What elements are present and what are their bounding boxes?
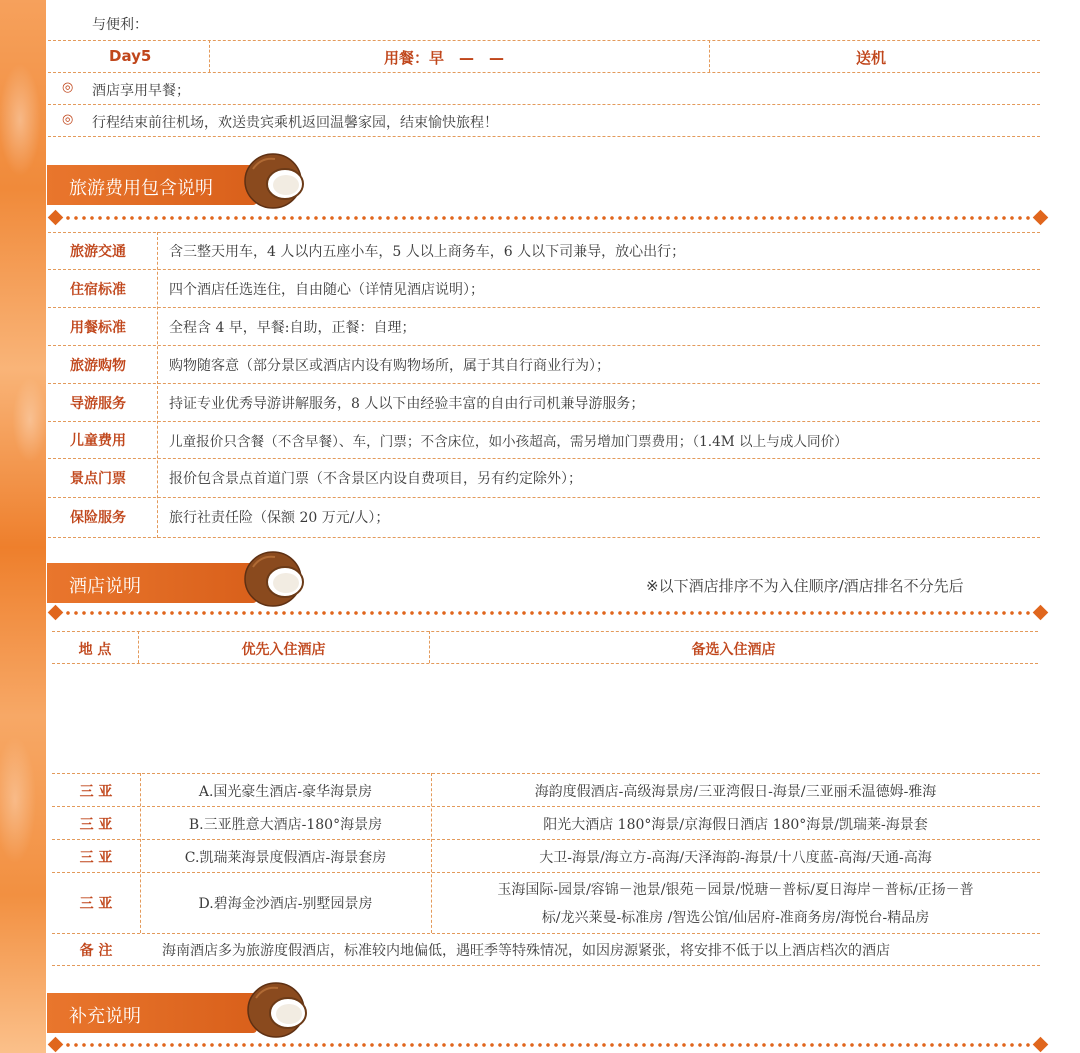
hotel-place: 三 亚 <box>79 850 113 866</box>
hotel-order-note: ※以下酒店排序不为入住顺序/酒店排名不分先后 <box>646 577 964 595</box>
coconut-icon <box>246 980 310 1038</box>
divider <box>48 421 1040 422</box>
table-header-alternatives: 备选入住酒店 <box>691 642 776 658</box>
divider <box>52 663 1038 664</box>
fee-text: 购物随客意（部分景区或酒店内设有购物场所，属于其自行商业行为）； <box>169 358 610 374</box>
hotel-preferred: B.三亚胜意大酒店-180°海景房 <box>188 817 383 833</box>
hotel-alternatives: 标/龙兴莱曼-标准房 /智选公馆/仙居府-准商务房/海悦台-精品房 <box>541 910 930 926</box>
section-header-supplement <box>47 993 257 1033</box>
coconut-icon <box>243 151 307 209</box>
hotel-place: 三 亚 <box>79 896 113 912</box>
fee-text: 旅行社责任险（保额 20 万元/人）； <box>169 510 390 526</box>
section-title: 旅游费用包含说明 <box>69 178 213 199</box>
table-header-preferred: 优先入住酒店 <box>241 642 326 658</box>
fee-label: 用餐标准 <box>70 320 126 336</box>
hotel-preferred: A.国光豪生酒店-豪华海景房 <box>198 784 373 800</box>
day5-item: 行程结束前往机场，欢送贵宾乘机返回温馨家园，结束愉快旅程！ <box>92 115 498 131</box>
section-header-fees <box>47 165 257 205</box>
divider <box>48 383 1040 384</box>
divider <box>48 72 1040 73</box>
hotel-alternatives: 阳光大酒店 180°海景/京海假日酒店 180°海景/凯瑞莱-海景套 <box>543 817 928 833</box>
day5-item: 酒店享用早餐； <box>92 83 190 99</box>
fee-label: 儿童费用 <box>70 433 126 449</box>
fee-text: 持证专业优秀导游讲解服务，8 人以下由经验丰富的自由行司机兼导游服务； <box>169 396 645 412</box>
hotel-preferred: D.碧海金沙酒店-别墅园景房 <box>198 896 373 912</box>
remark-text: 海南酒店多为旅游度假酒店，标准较内地偏低，遇旺季等特殊情况，如因房源紧张，将安排不低于以上酒店档次的酒店 <box>162 943 890 959</box>
bullet-icon: ◎ <box>62 80 74 95</box>
fee-label: 旅游购物 <box>70 358 126 374</box>
meals-label: 用餐：早 — — <box>384 49 505 67</box>
divider <box>209 40 210 72</box>
divider <box>52 933 1040 934</box>
fee-label: 景点门票 <box>70 471 126 487</box>
divider <box>157 232 158 538</box>
fee-text: 四个酒店任选连住，自由随心（详情见酒店说明）； <box>169 282 484 298</box>
divider <box>48 345 1040 346</box>
divider <box>48 269 1040 270</box>
dotted-divider <box>48 608 1048 618</box>
divider <box>48 40 1040 41</box>
transport-label: 送机 <box>856 49 887 67</box>
coconut-icon <box>243 549 307 607</box>
fee-text: 报价包含景点首道门票（不含景区内设自费项目，另有约定除外）； <box>169 471 582 487</box>
fee-label: 住宿标准 <box>70 282 126 298</box>
hotel-alternatives: 海韵度假酒店-高级海景房/三亚湾假日-海景/三亚丽禾温德姆-雅海 <box>534 784 937 800</box>
day-label: Day5 <box>109 47 152 65</box>
hotel-alternatives: 玉海国际-园景/容锦－池景/银苑－园景/悦瑭－普标/夏日海岸－普标/正扬－普 <box>497 882 974 898</box>
fee-text: 含三整天用车，4 人以内五座小车，5 人以上商务车，6 人以下司兼导，放心出行； <box>169 244 686 260</box>
divider <box>48 136 1040 137</box>
divider <box>52 965 1040 966</box>
table-header-place: 地 点 <box>78 642 112 658</box>
decorative-orange-strip <box>0 0 46 1053</box>
divider <box>52 806 1040 807</box>
fee-label: 保险服务 <box>70 510 126 526</box>
divider <box>48 104 1040 105</box>
divider <box>48 232 1040 233</box>
top-note: 与便利： <box>92 17 148 33</box>
divider <box>48 458 1040 459</box>
fee-text: 全程含 4 早，早餐:自助，正餐：自理； <box>169 320 416 336</box>
fee-text: 儿童报价只含餐（不含早餐）、车，门票；不含床位，如小孩超高，需另增加门票费用；（1.4M 以上与成人同价） <box>169 434 848 450</box>
divider <box>48 307 1040 308</box>
remark-label: 备 注 <box>79 943 113 959</box>
divider <box>48 497 1040 498</box>
divider <box>52 839 1040 840</box>
divider <box>52 631 1038 632</box>
dotted-divider <box>48 213 1048 223</box>
divider <box>48 537 1040 538</box>
dotted-divider <box>48 1040 1048 1050</box>
hotel-place: 三 亚 <box>79 784 113 800</box>
fee-label: 导游服务 <box>70 396 126 412</box>
bullet-icon: ◎ <box>62 112 74 127</box>
divider <box>52 872 1040 873</box>
hotel-alternatives: 大卫-海景/海立方-高海/天泽海韵-海景/十八度蓝-高海/天通-高海 <box>539 850 932 866</box>
hotel-preferred: C.凯瑞莱海景度假酒店-海景套房 <box>184 850 387 866</box>
hotel-place: 三 亚 <box>79 817 113 833</box>
section-header-hotels <box>47 563 257 603</box>
fee-label: 旅游交通 <box>70 244 126 260</box>
section-title: 补充说明 <box>69 1006 141 1027</box>
divider <box>709 40 710 72</box>
divider <box>52 773 1040 774</box>
section-title: 酒店说明 <box>69 576 141 597</box>
